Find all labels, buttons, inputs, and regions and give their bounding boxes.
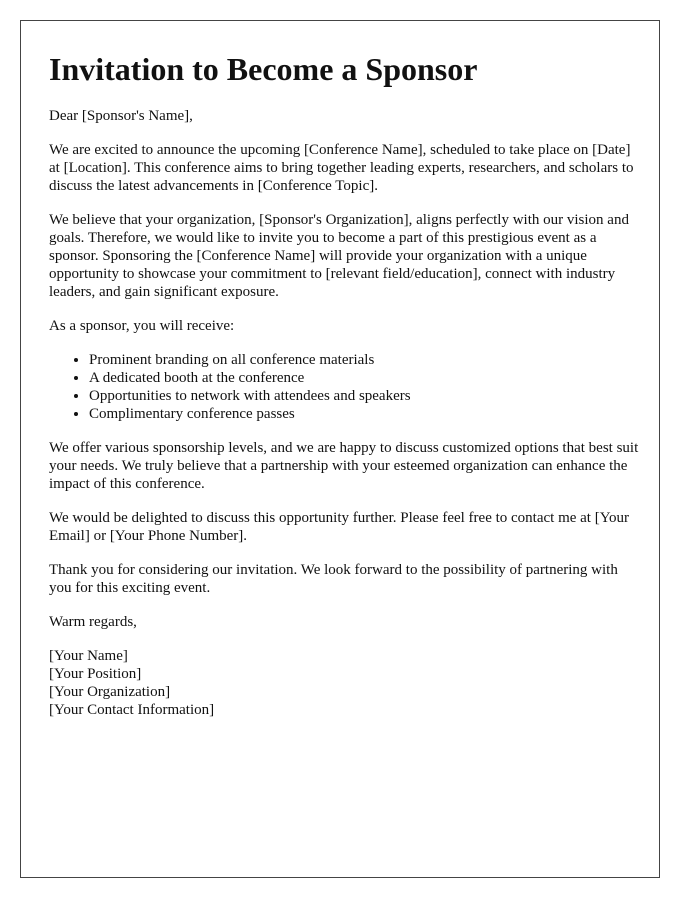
signature-position: [Your Position] bbox=[49, 666, 142, 682]
sponsorship-levels-paragraph: We offer various sponsorship levels, and we are happy to discuss customized options that best suit your needs. We truly believe that a partnership with your esteemed organization can enhance the impact of this conference. bbox=[49, 440, 639, 492]
signature-contact: [Your Contact Information] bbox=[49, 702, 215, 718]
letter-greeting: Dear [Sponsor's Name], bbox=[49, 108, 193, 124]
list-item: • Prominent branding on all conference materials bbox=[89, 351, 639, 369]
letter-title: Invitation to Become a Sponsor bbox=[49, 51, 478, 87]
signature-block bbox=[49, 647, 639, 719]
invitation-paragraph: We believe that your organization, [Sponsor's Organization], aligns perfectly with our vision and goals. Therefore, we would like to invite you to become a part of this prestigious event as a sponsor. Sponsoring the [Conference Name] will provide your organization with a unique opportunity to showcase your commitment to [relevant field/education], connect with industry leaders, and gain significant exposure. bbox=[49, 212, 629, 300]
intro-paragraph: We are excited to announce the upcoming [Conference Name], scheduled to take place on [Date] at [Location]. This conference aims to bring together leading experts, researchers, and scholars to discuss the latest advancements in [Conference Topic]. bbox=[49, 142, 634, 194]
list-item: • Complimentary conference passes bbox=[89, 405, 639, 423]
letter-content bbox=[49, 49, 639, 719]
signature-organization: [Your Organization] bbox=[49, 684, 171, 700]
list-item: • Opportunities to network with attendees and speakers bbox=[89, 387, 639, 405]
benefits-list bbox=[49, 351, 639, 423]
thank-you-paragraph: Thank you for considering our invitation. We look forward to the possibility of partnering with you for this exciting event. bbox=[49, 562, 618, 596]
benefits-intro: As a sponsor, you will receive: bbox=[49, 318, 235, 334]
letter-page bbox=[20, 20, 660, 878]
contact-paragraph: We would be delighted to discuss this opportunity further. Please feel free to contact me at [Your Email] or [Your Phone Number]. bbox=[49, 510, 630, 544]
list-item: • A dedicated booth at the conference bbox=[89, 369, 639, 387]
signature-name: [Your Name] bbox=[49, 648, 128, 664]
letter-signoff: Warm regards, bbox=[49, 614, 137, 630]
